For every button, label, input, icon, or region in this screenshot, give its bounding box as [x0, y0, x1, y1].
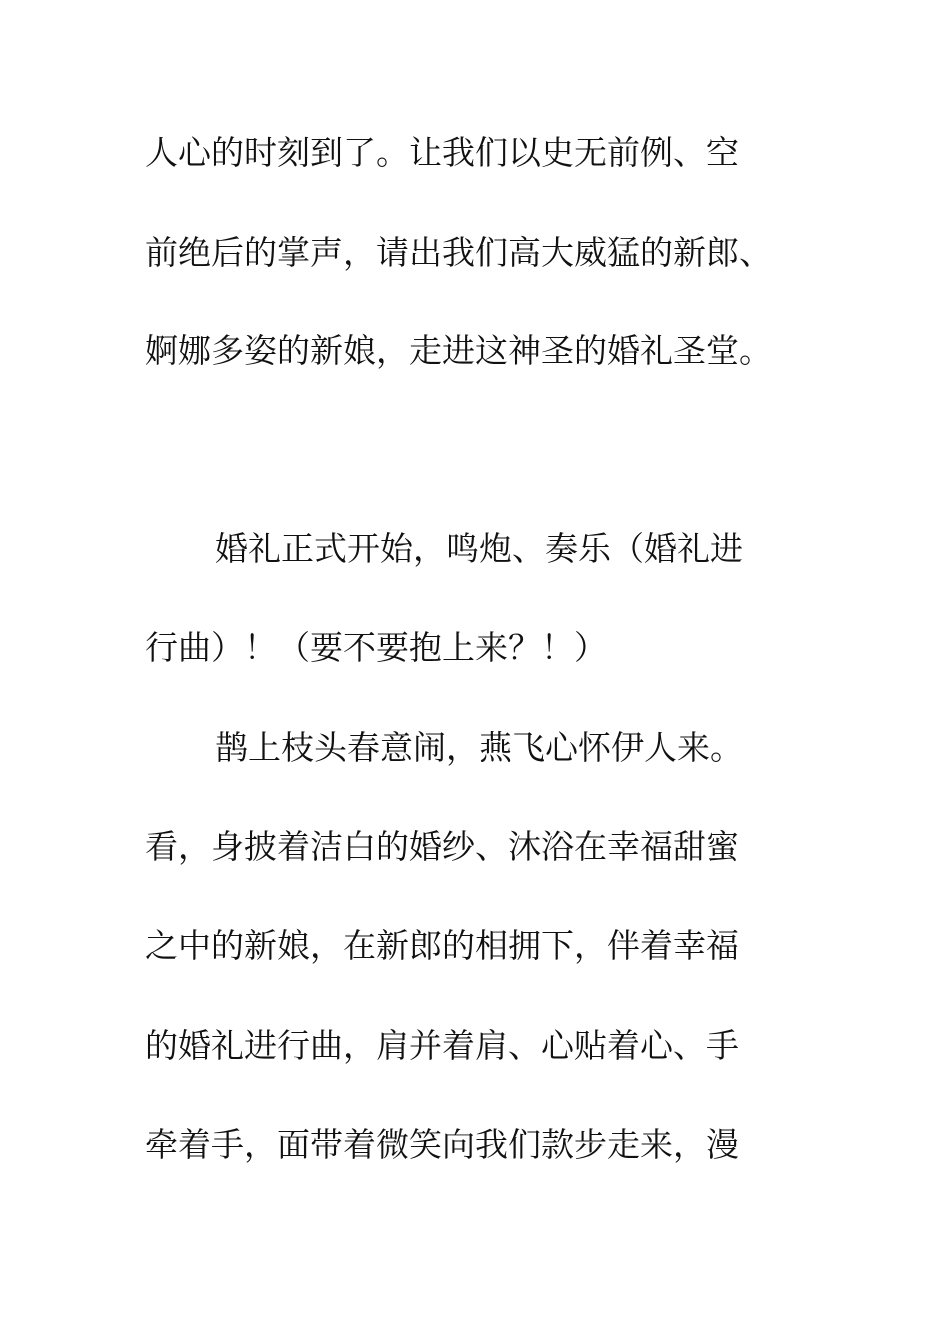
text-line: 之中的新娘，在新郎的相拥下，伴着幸福 [145, 926, 739, 965]
paragraph-start-line: 鹊上枝头春意闹，燕飞心怀伊人来。 [215, 728, 743, 767]
text-line: 牵着手，面带着微笑向我们款步走来，漫 [145, 1125, 739, 1164]
paragraph-start-line: 婚礼正式开始，鸣炮、奏乐（婚礼进 [215, 529, 743, 568]
text-line: 的婚礼进行曲，肩并着肩、心贴着心、手 [145, 1026, 739, 1065]
text-line: 行曲）！（要不要抱上来？！） [145, 628, 607, 667]
text-line: 婀娜多姿的新娘，走进这神圣的婚礼圣堂。 [145, 331, 772, 370]
text-line: 前绝后的掌声，请出我们高大威猛的新郎、 [145, 233, 772, 272]
text-line: 人心的时刻到了。让我们以史无前例、空 [145, 133, 739, 172]
text-line: 看，身披着洁白的婚纱、沐浴在幸福甜蜜 [145, 827, 739, 866]
